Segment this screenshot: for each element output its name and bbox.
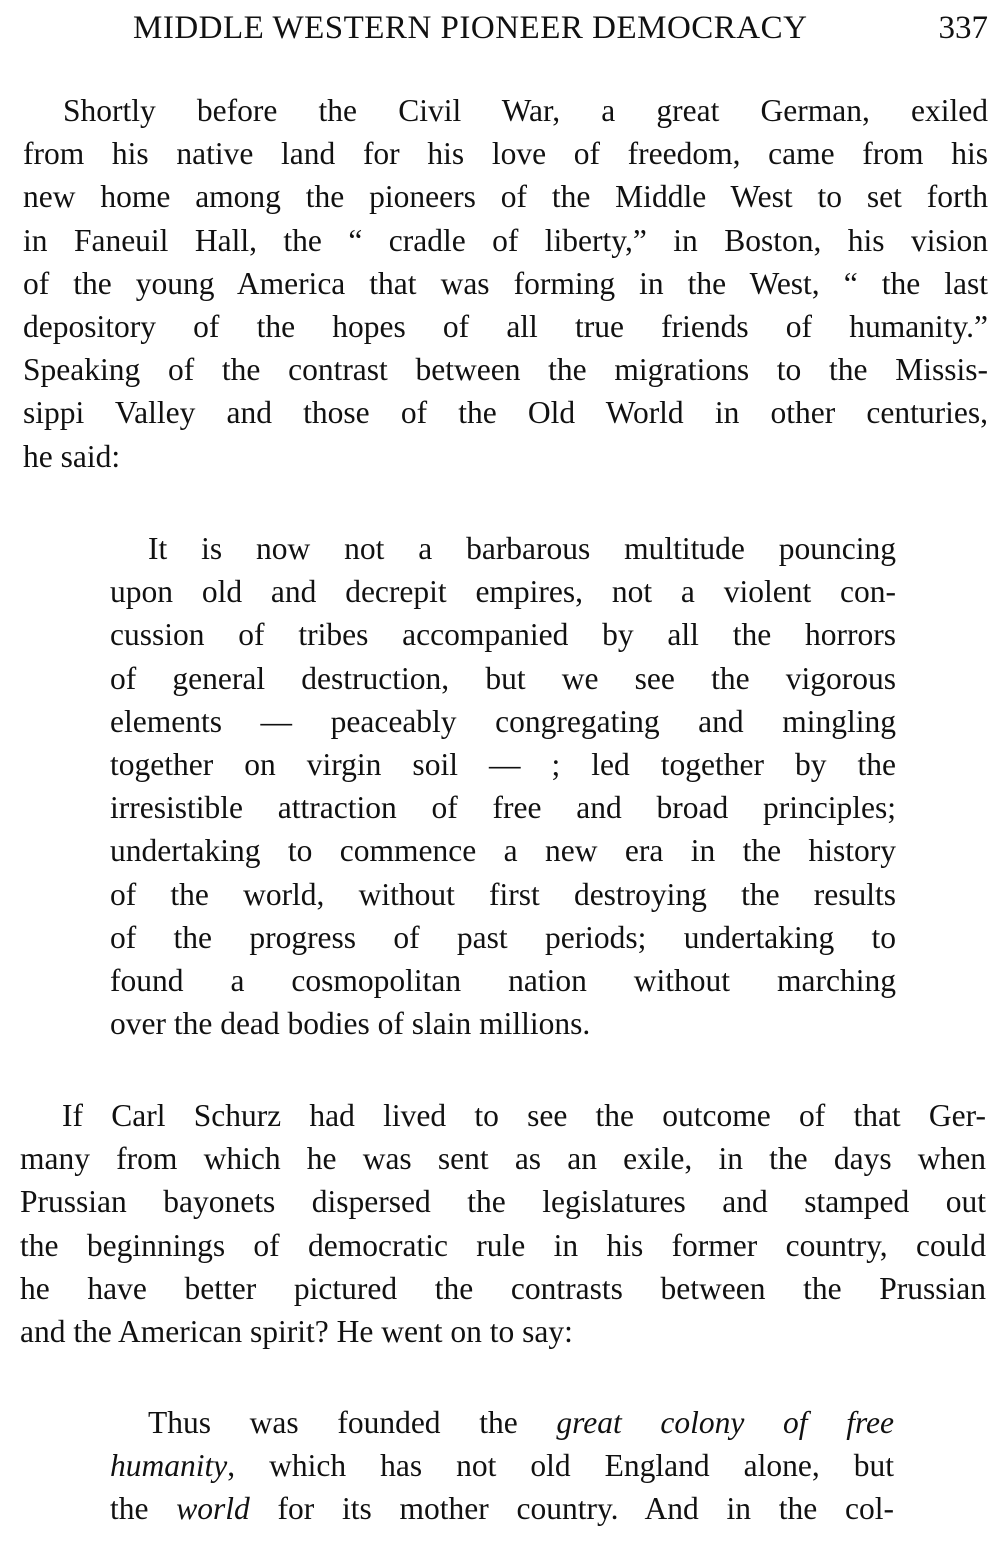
- text-line: many from which he was sent as an exile, in the days when: [20, 1141, 986, 1177]
- text-line: It is now not a barbarous multitude pouncing: [148, 531, 896, 566]
- text-line: [110, 1487, 894, 1530]
- text-line: upon old and decrepit empires, not a violent con-: [110, 574, 896, 610]
- text-line: Prussian bayonets dispersed the legislatures and stamped out: [20, 1184, 986, 1220]
- italic-phrase: great colony of free: [556, 1405, 894, 1440]
- text-line: irresistible attraction of free and broad principles;: [110, 790, 896, 826]
- block-quote-schurz: [110, 527, 896, 1045]
- italic-phrase: humanity: [110, 1448, 228, 1484]
- text-line: from his native land for his love of freedom, came from his: [23, 136, 988, 172]
- running-title: MIDDLE WESTERN PIONEER DEMOCRACY: [133, 10, 808, 46]
- text-line: [110, 1444, 894, 1487]
- text-line: If Carl Schurz had lived to see the outcome of that Ger-: [62, 1098, 986, 1133]
- text-line: Speaking of the contrast between the migrations to the Missis-: [23, 352, 988, 388]
- text-line: elements — peaceably congregating and mingling: [110, 703, 896, 739]
- text-line: [110, 1401, 894, 1444]
- text-line: of the young America that was forming in the West, “ the last: [23, 265, 988, 301]
- text-line: of the progress of past periods; undertaking to: [110, 919, 896, 955]
- text-line: of the world, without first destroying the results: [110, 876, 896, 912]
- text-line: in Faneuil Hall, the “ cradle of liberty,” in Boston, his vision: [23, 222, 988, 258]
- quote-text: , which has not old England alone, but: [227, 1448, 894, 1484]
- text-line: he have better pictured the contrasts between the Prussian: [20, 1270, 986, 1306]
- text-line: together on virgin soil — ; led together by the: [110, 747, 896, 783]
- text-line: of general destruction, but we see the vigorous: [110, 660, 896, 696]
- text-line: found a cosmopolitan nation without marching: [110, 963, 896, 999]
- italic-phrase: world: [176, 1491, 250, 1527]
- paragraph-intro: [23, 89, 988, 478]
- text-line: depository of the hopes of all true friends of humanity.”: [23, 309, 988, 345]
- block-quote-colony: [110, 1401, 894, 1531]
- text-line: and the American spirit? He went on to say:: [20, 1314, 573, 1350]
- text-line: undertaking to commence a new era in the history: [110, 833, 896, 869]
- text-line: cussion of tribes accompanied by all the horrors: [110, 617, 896, 653]
- text-line: the beginnings of democratic rule in his former country, could: [20, 1227, 986, 1263]
- quote-text: Thus was founded the: [148, 1405, 557, 1440]
- page-number: 337: [938, 10, 988, 46]
- quote-text: for its mother country. And in the col-: [249, 1491, 894, 1527]
- text-line: he said:: [23, 438, 121, 474]
- text-line: over the dead bodies of slain millions.: [110, 1006, 591, 1042]
- text-line: Shortly before the Civil War, a great German, exiled: [63, 93, 988, 128]
- paragraph-schurz: [20, 1094, 986, 1353]
- text-line: new home among the pioneers of the Middle West to set forth: [23, 179, 988, 215]
- quote-text: the: [110, 1491, 177, 1527]
- text-line: sippi Valley and those of the Old World in other centuries,: [23, 395, 988, 431]
- page-header: [0, 6, 1000, 50]
